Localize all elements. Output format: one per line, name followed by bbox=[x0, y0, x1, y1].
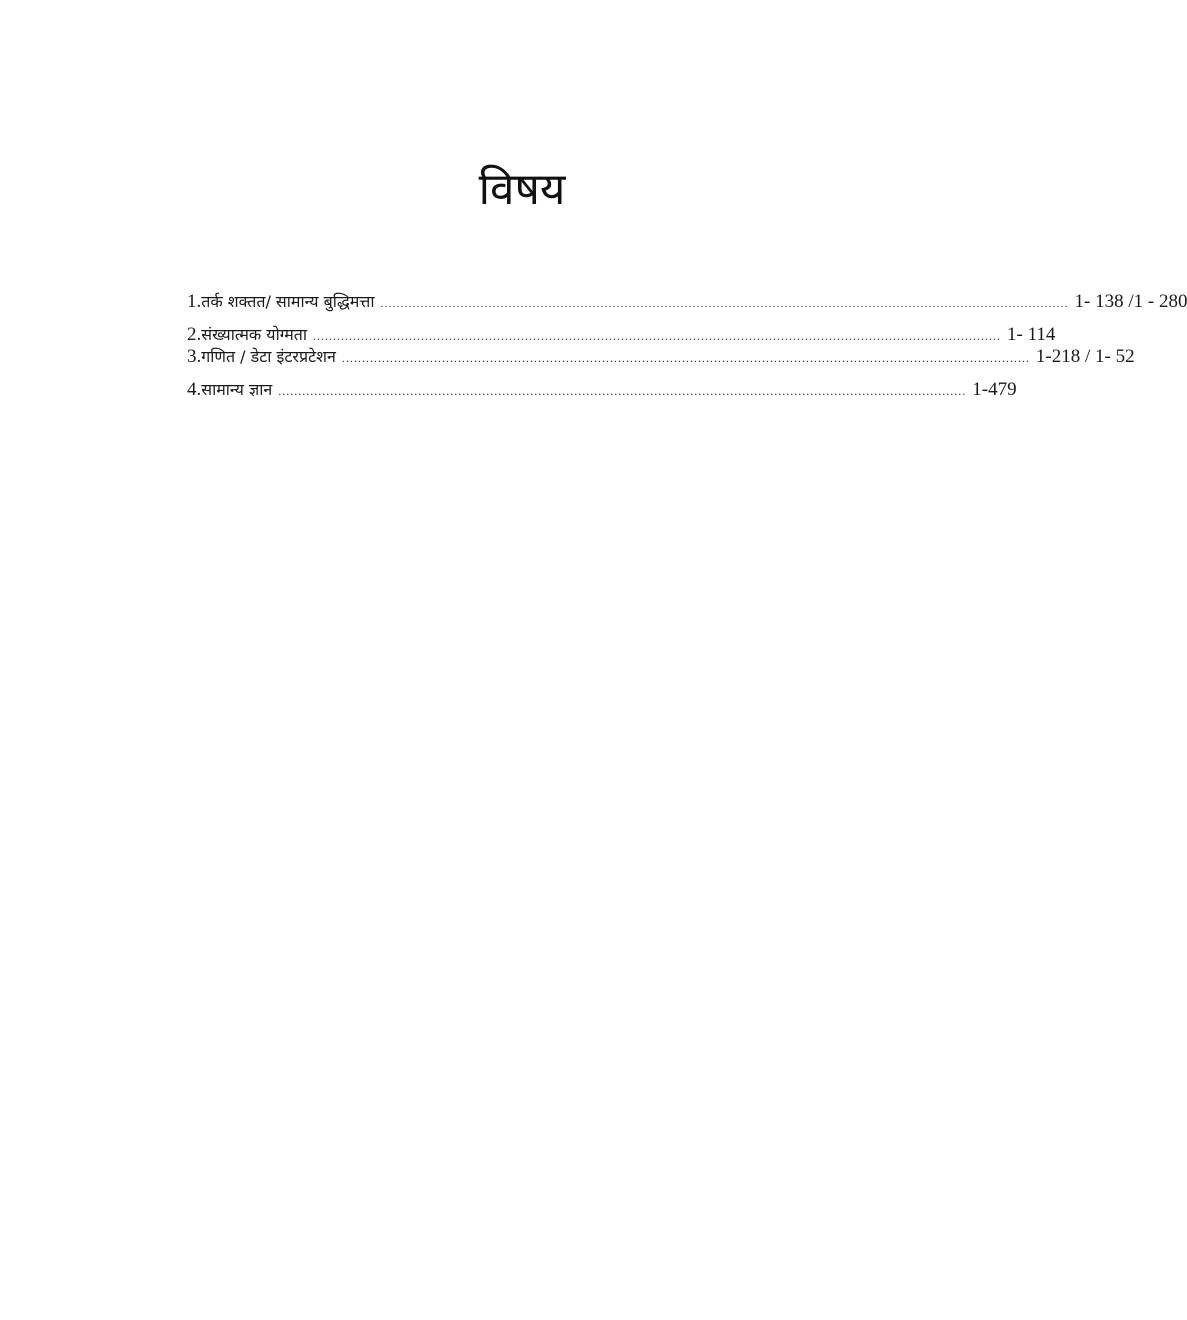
toc-entry-pages: 1-218 / 1- 52 bbox=[1035, 346, 1135, 367]
toc-entry-label: संख्यात्मक योग्मता bbox=[201, 325, 308, 344]
toc-entry-label: सामान्य ज्ञान bbox=[201, 380, 273, 399]
toc-entry-pages: 1-479 bbox=[972, 379, 1017, 400]
toc-entry bbox=[187, 378, 1017, 403]
toc-entry-number: 2. bbox=[187, 324, 202, 345]
toc-entry-number: 3. bbox=[187, 346, 202, 367]
toc-entry bbox=[187, 290, 1187, 315]
toc-entry-number: 1. bbox=[187, 291, 202, 312]
toc-entry-number: 4. bbox=[187, 379, 202, 400]
toc-leader-dots: ............................................................................................................................................................................ bbox=[341, 351, 1030, 365]
toc-leader-dots: ............................................................................................................................................................................ bbox=[278, 384, 967, 398]
page-title: विषय bbox=[478, 164, 566, 215]
toc-entry-label: गणित / डेटा इंटरप्रटेशन bbox=[201, 347, 336, 366]
toc-leader-dots: ............................................................................................................................................................................ bbox=[313, 329, 1002, 343]
toc-entry-pages: 1- 138 /1 - 280 bbox=[1074, 291, 1187, 312]
toc-leader-dots: ............................................................................................................................................................................ bbox=[380, 296, 1069, 310]
toc-entry bbox=[187, 345, 1135, 370]
toc-entry-pages: 1- 114 bbox=[1007, 324, 1056, 345]
toc-entry-label: तर्क शक्तत/ सामान्य बुद्धिमत्ता bbox=[201, 292, 375, 311]
